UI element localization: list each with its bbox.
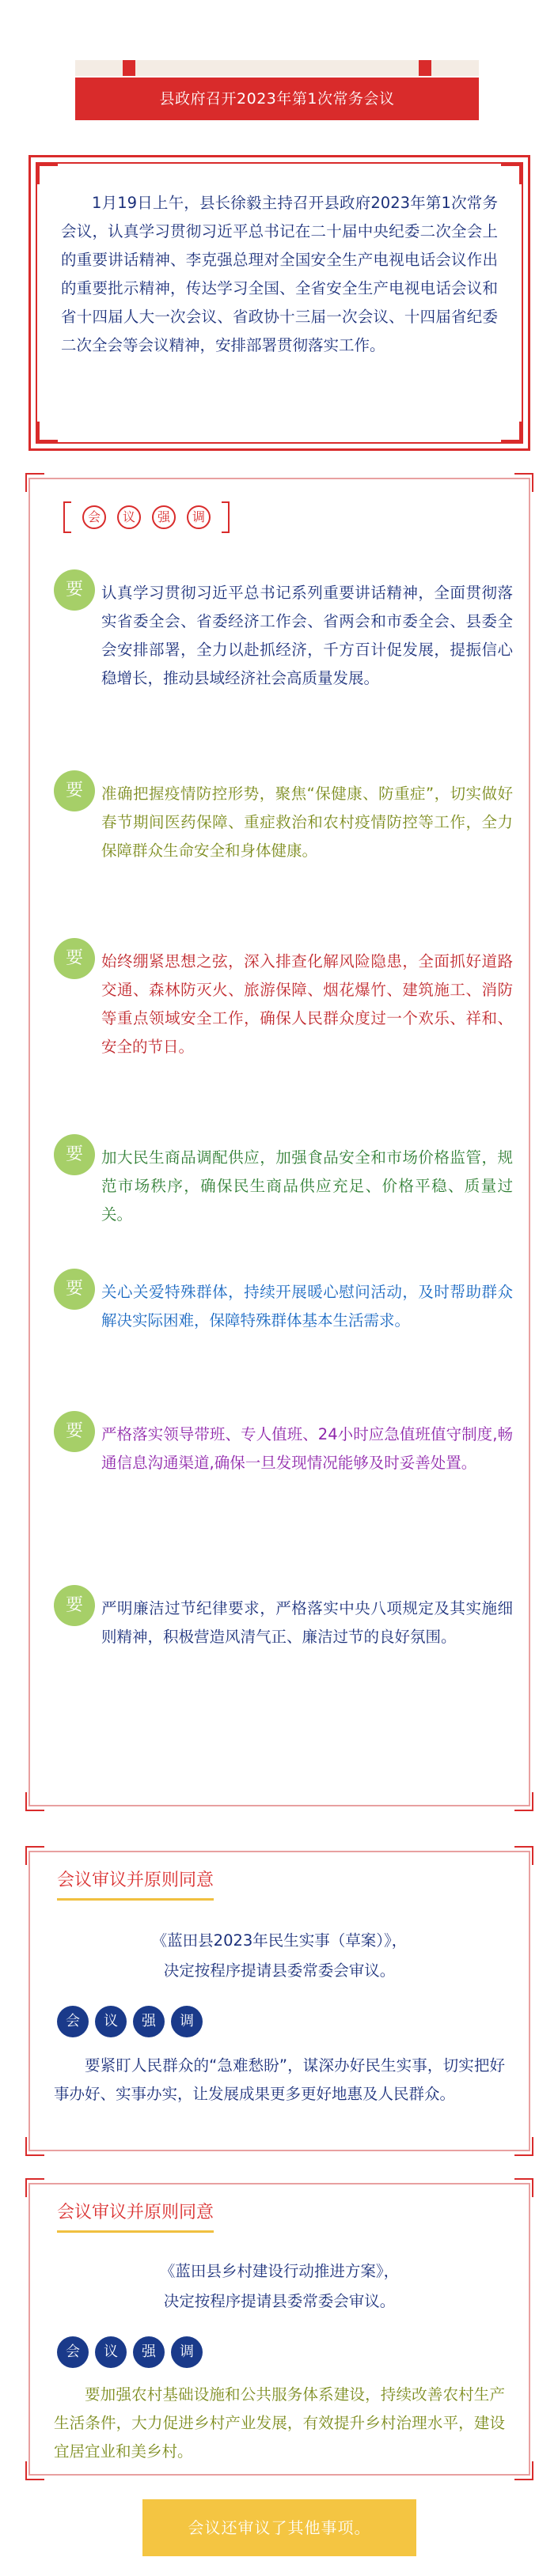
corner-ornament <box>37 422 58 442</box>
corner-ornament <box>501 422 522 442</box>
divider <box>30 2183 529 2184</box>
divider <box>30 2150 529 2151</box>
requirement-item <box>54 770 513 860</box>
corner-ornament <box>25 1846 44 1865</box>
corner-ornament <box>514 1792 533 1811</box>
review-document: 《蓝田县2023年民生实事（草案）》， <box>151 1931 408 1950</box>
review-badge: 议 <box>95 2006 127 2037</box>
requirement-item <box>54 1269 513 1330</box>
divider <box>30 1851 529 1852</box>
review-text: 要紧盯人民群众的“急难愁盼”，谋深办好民生实事，切实把好事办好、实事办实，让发展成果更多更好地惠及人民群众。 <box>54 2056 505 2103</box>
review-heading: 会议审议并原则同意 <box>57 2200 214 2233</box>
intro-box <box>28 155 530 451</box>
requirement-icon: 要 <box>54 938 95 979</box>
requirement-text: 加大民生商品调配供应，加强食品安全和市场价格监管，规范市场秩序，确保民生商品供应充足、价格平稳、质量过关。 <box>101 1148 513 1224</box>
corner-ornament <box>25 2178 44 2197</box>
requirement-item <box>54 569 513 687</box>
corner-ornament <box>514 473 533 492</box>
corner-ornament <box>37 164 58 184</box>
bracket-ornament <box>222 501 230 533</box>
corner-ornament <box>514 2461 533 2480</box>
corner-ornament <box>25 473 44 492</box>
review-text: 要加强农村基础设施和公共服务体系建设，持续改善农村生产生活条件，大力促进乡村产业发展，有效提升乡村治理水平，建设宜居宜业和美乡村。 <box>54 2385 505 2461</box>
requirement-item <box>54 1134 513 1224</box>
requirement-icon: 要 <box>54 1134 95 1175</box>
requirement-icon: 要 <box>54 1585 95 1626</box>
review-decision: 决定按程序提请县委常委会审议。 <box>163 1961 396 1980</box>
bracket-ornament <box>63 501 71 533</box>
corner-ornament <box>25 2137 44 2156</box>
divider <box>30 1805 529 1806</box>
requirement-item <box>54 938 513 1056</box>
review-decision: 决定按程序提请县委常委会审议。 <box>163 2292 396 2310</box>
review-section-2 <box>28 2183 530 2476</box>
requirement-text: 关心关爱特殊群体，持续开展暖心慰问活动，及时帮助群众解决实际困难，保障特殊群体基本生活需求。 <box>101 1283 513 1330</box>
requirement-icon: 要 <box>54 1269 95 1310</box>
closing-banner: 会议还审议了其他事项。 <box>142 2499 416 2556</box>
header-tab-left <box>123 60 135 76</box>
page-title: 县政府召开2023年第1次常务会议 <box>75 78 479 120</box>
header-tab-right <box>419 60 431 76</box>
review-badge: 强 <box>133 2336 165 2368</box>
review-section-1 <box>28 1851 530 2151</box>
header-banner <box>75 60 479 123</box>
emphasis-title-char: 会 <box>82 505 106 529</box>
review-badges <box>57 2336 203 2368</box>
emphasis-section <box>28 478 530 1806</box>
review-badge: 会 <box>57 2006 89 2037</box>
requirement-text: 始终绷紧思想之弦，深入排查化解风险隐患，全面抓好道路交通、森林防灭火、旅游保障、烟花爆竹、建筑施工、消防等重点领域安全工作，确保人民群众度过一个欢乐、祥和、安全的节日。 <box>101 952 513 1056</box>
requirement-item <box>54 1585 513 1646</box>
emphasis-title-char: 调 <box>187 505 211 529</box>
intro-text: 1月19日上午，县长徐毅主持召开县政府2023年第1次常务会议，认真学习贯彻习近平总书记在二十届中央纪委二次全会上的重要讲话精神、李克强总理对全国安全生产电视电话会议作出的重要批示精神，传达学习全国、全省安全生产电视电话会议和省十四届人大一次会议、省政协十三届一次会议、十四届省纪委二次全会等会议精神，安排部署贯彻落实工作。 <box>61 194 498 354</box>
emphasis-title-char: 强 <box>152 505 176 529</box>
corner-ornament <box>514 2137 533 2156</box>
requirement-item <box>54 1411 513 1472</box>
emphasis-title-char: 议 <box>117 505 141 529</box>
corner-ornament <box>514 1846 533 1865</box>
intro-inner-frame <box>36 162 523 444</box>
corner-ornament <box>514 2178 533 2197</box>
requirement-text: 严明廉洁过节纪律要求，严格落实中央八项规定及其实施细则精神，积极营造风清气正、廉洁过节的良好氛围。 <box>101 1599 513 1646</box>
requirement-icon: 要 <box>54 770 95 811</box>
corner-ornament <box>25 2461 44 2480</box>
review-badge: 调 <box>171 2006 203 2037</box>
requirement-text: 准确把握疫情防控形势，聚焦“保健康、防重症”，切实做好春节期间医药保障、重症救治和农村疫情防控等工作，全力保障群众生命安全和身体健康。 <box>101 785 513 860</box>
review-document: 《蓝田县乡村建设行动推进方案》， <box>159 2262 400 2280</box>
emphasis-title <box>54 501 239 533</box>
review-heading: 会议审议并原则同意 <box>57 1868 214 1901</box>
divider <box>30 478 529 479</box>
review-badge: 调 <box>171 2336 203 2368</box>
corner-ornament <box>25 1792 44 1811</box>
requirement-text: 严格落实领导带班、专人值班、24小时应急值班值守制度,畅通信息沟通渠道,确保一旦发现情况能够及时妥善处置。 <box>101 1425 513 1472</box>
divider <box>30 2474 529 2476</box>
review-badge: 议 <box>95 2336 127 2368</box>
review-badge: 会 <box>57 2336 89 2368</box>
review-badges <box>57 2006 203 2037</box>
review-badge: 强 <box>133 2006 165 2037</box>
requirement-text: 认真学习贯彻习近平总书记系列重要讲话精神，全面贯彻落实省委全会、省委经济工作会、省两会和市委全会、县委全会安排部署，全力以赴抓经济，千方百计促发展，提振信心稳增长，推动县域经济社会高质量发展。 <box>101 584 513 687</box>
corner-ornament <box>501 164 522 184</box>
requirement-icon: 要 <box>54 1411 95 1452</box>
requirement-icon: 要 <box>54 569 95 611</box>
